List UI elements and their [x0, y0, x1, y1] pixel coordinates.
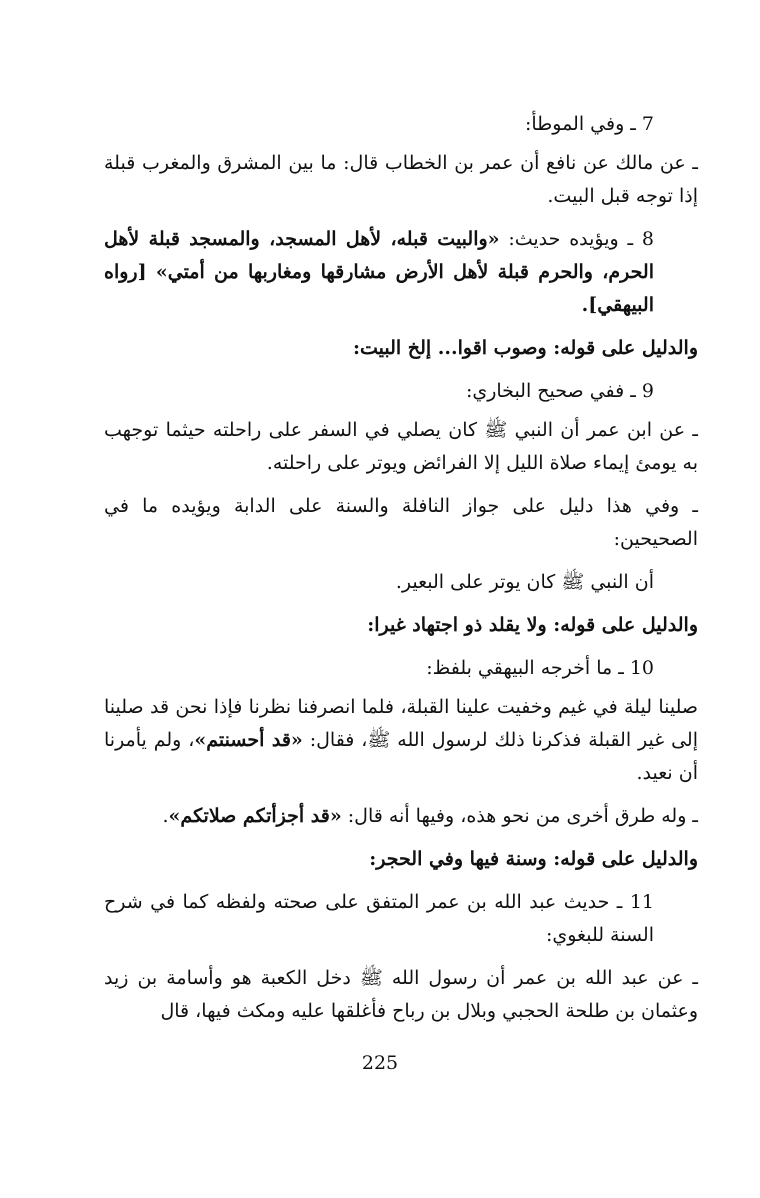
section-heading-ijtihad: والدليل على قوله: ولا يقلد ذو اجتهاد غيرا:	[367, 614, 698, 636]
paragraph-kaaba-entry	[104, 962, 698, 1028]
paragraph-witr-camel	[104, 566, 698, 599]
text: ، ولم يأمرنا أن نعيد.	[104, 729, 698, 784]
text: ـ وفي هذا دليل على جواز النافلة والسنة على الدابة ويؤيده ما في الصحيحين:	[104, 495, 698, 550]
hadith-quote: «والبيت قبله، لأهل المسجد، والمسجد قبلة لأهل الحرم، والحرم قبلة لأهل الأرض مشارقها ومغاربها من أمتي»	[104, 228, 654, 283]
text: ـ وله طرق أخرى من نحو هذه، وفيها أنه قال:	[341, 805, 698, 827]
text: ـ عن ابن عمر أن النبي ﷺ كان يصلي في السفر على راحلته حيثما توجهب به يومئ إيماء صلاة الليل إلا الفرائض ويوتر على راحلته.	[104, 419, 698, 474]
paragraph-abdullah-hadith-intro	[104, 886, 698, 952]
text: 10 ـ ما أخرجه البيهقي بلفظ:	[426, 657, 654, 679]
paragraph-bayhaqi-hadith	[104, 223, 698, 322]
page-number: 225	[361, 1052, 399, 1074]
paragraph-cloudy-night	[104, 691, 698, 790]
text: ـ عن مالك عن نافع أن عمر بن الخطاب قال: ما بين المشرق والمغرب قبلة إذا توجه قبل البيت.	[104, 152, 698, 207]
paragraph-nafila-evidence	[104, 490, 698, 556]
section-heading-kaaba-hijr: والدليل على قوله: وسنة فيها وفي الحجر:	[369, 848, 698, 870]
source-reference: [رواه البيهقي].	[104, 261, 654, 316]
text: صلينا ليلة في غيم وخفيت علينا القبلة، فلما انصرفنا نظرنا فإذا نحن قد صلينا إلى غير القبلة فذكرنا ذلك لرسول الله ﷺ، فقال:	[104, 696, 699, 751]
text: .	[162, 805, 169, 827]
paragraph-ibn-umar-narration	[104, 414, 698, 480]
text: 8 ـ ويؤيده حديث:	[499, 228, 654, 250]
hadith-quote: «قد أحسنتم»	[194, 729, 303, 751]
text: أن النبي ﷺ كان يوتر على البعير.	[395, 571, 654, 593]
hadith-quote: «قد أجزأتكم صلاتكم»	[168, 805, 342, 827]
text: 7 ـ وفي الموطأ:	[524, 113, 654, 135]
paragraph-bayhaqi-intro	[104, 652, 698, 685]
page-content	[104, 108, 698, 1028]
paragraph-bukhari-intro	[104, 375, 698, 408]
text: 11 ـ حديث عبد الله بن عمر المتفق على صحته ولفظه كما في شرح السنة للبغوي:	[104, 891, 654, 946]
paragraph-other-routes	[104, 800, 698, 833]
text: ـ عن عبد الله بن عمر أن رسول الله ﷺ دخل الكعبة هو وأسامة بن زيد وعثمان بن طلحة الحجبي وبلال بن رباح فأغلقها عليه ومكث فيها، قال	[104, 967, 698, 1022]
section-heading-direction: والدليل على قوله: وصوب اقوا... إلخ البيت:	[352, 337, 698, 359]
paragraph-malik-narration	[104, 147, 698, 213]
paragraph-muwatta-intro	[104, 108, 698, 141]
text: 9 ـ ففي صحيح البخاري:	[465, 380, 654, 402]
